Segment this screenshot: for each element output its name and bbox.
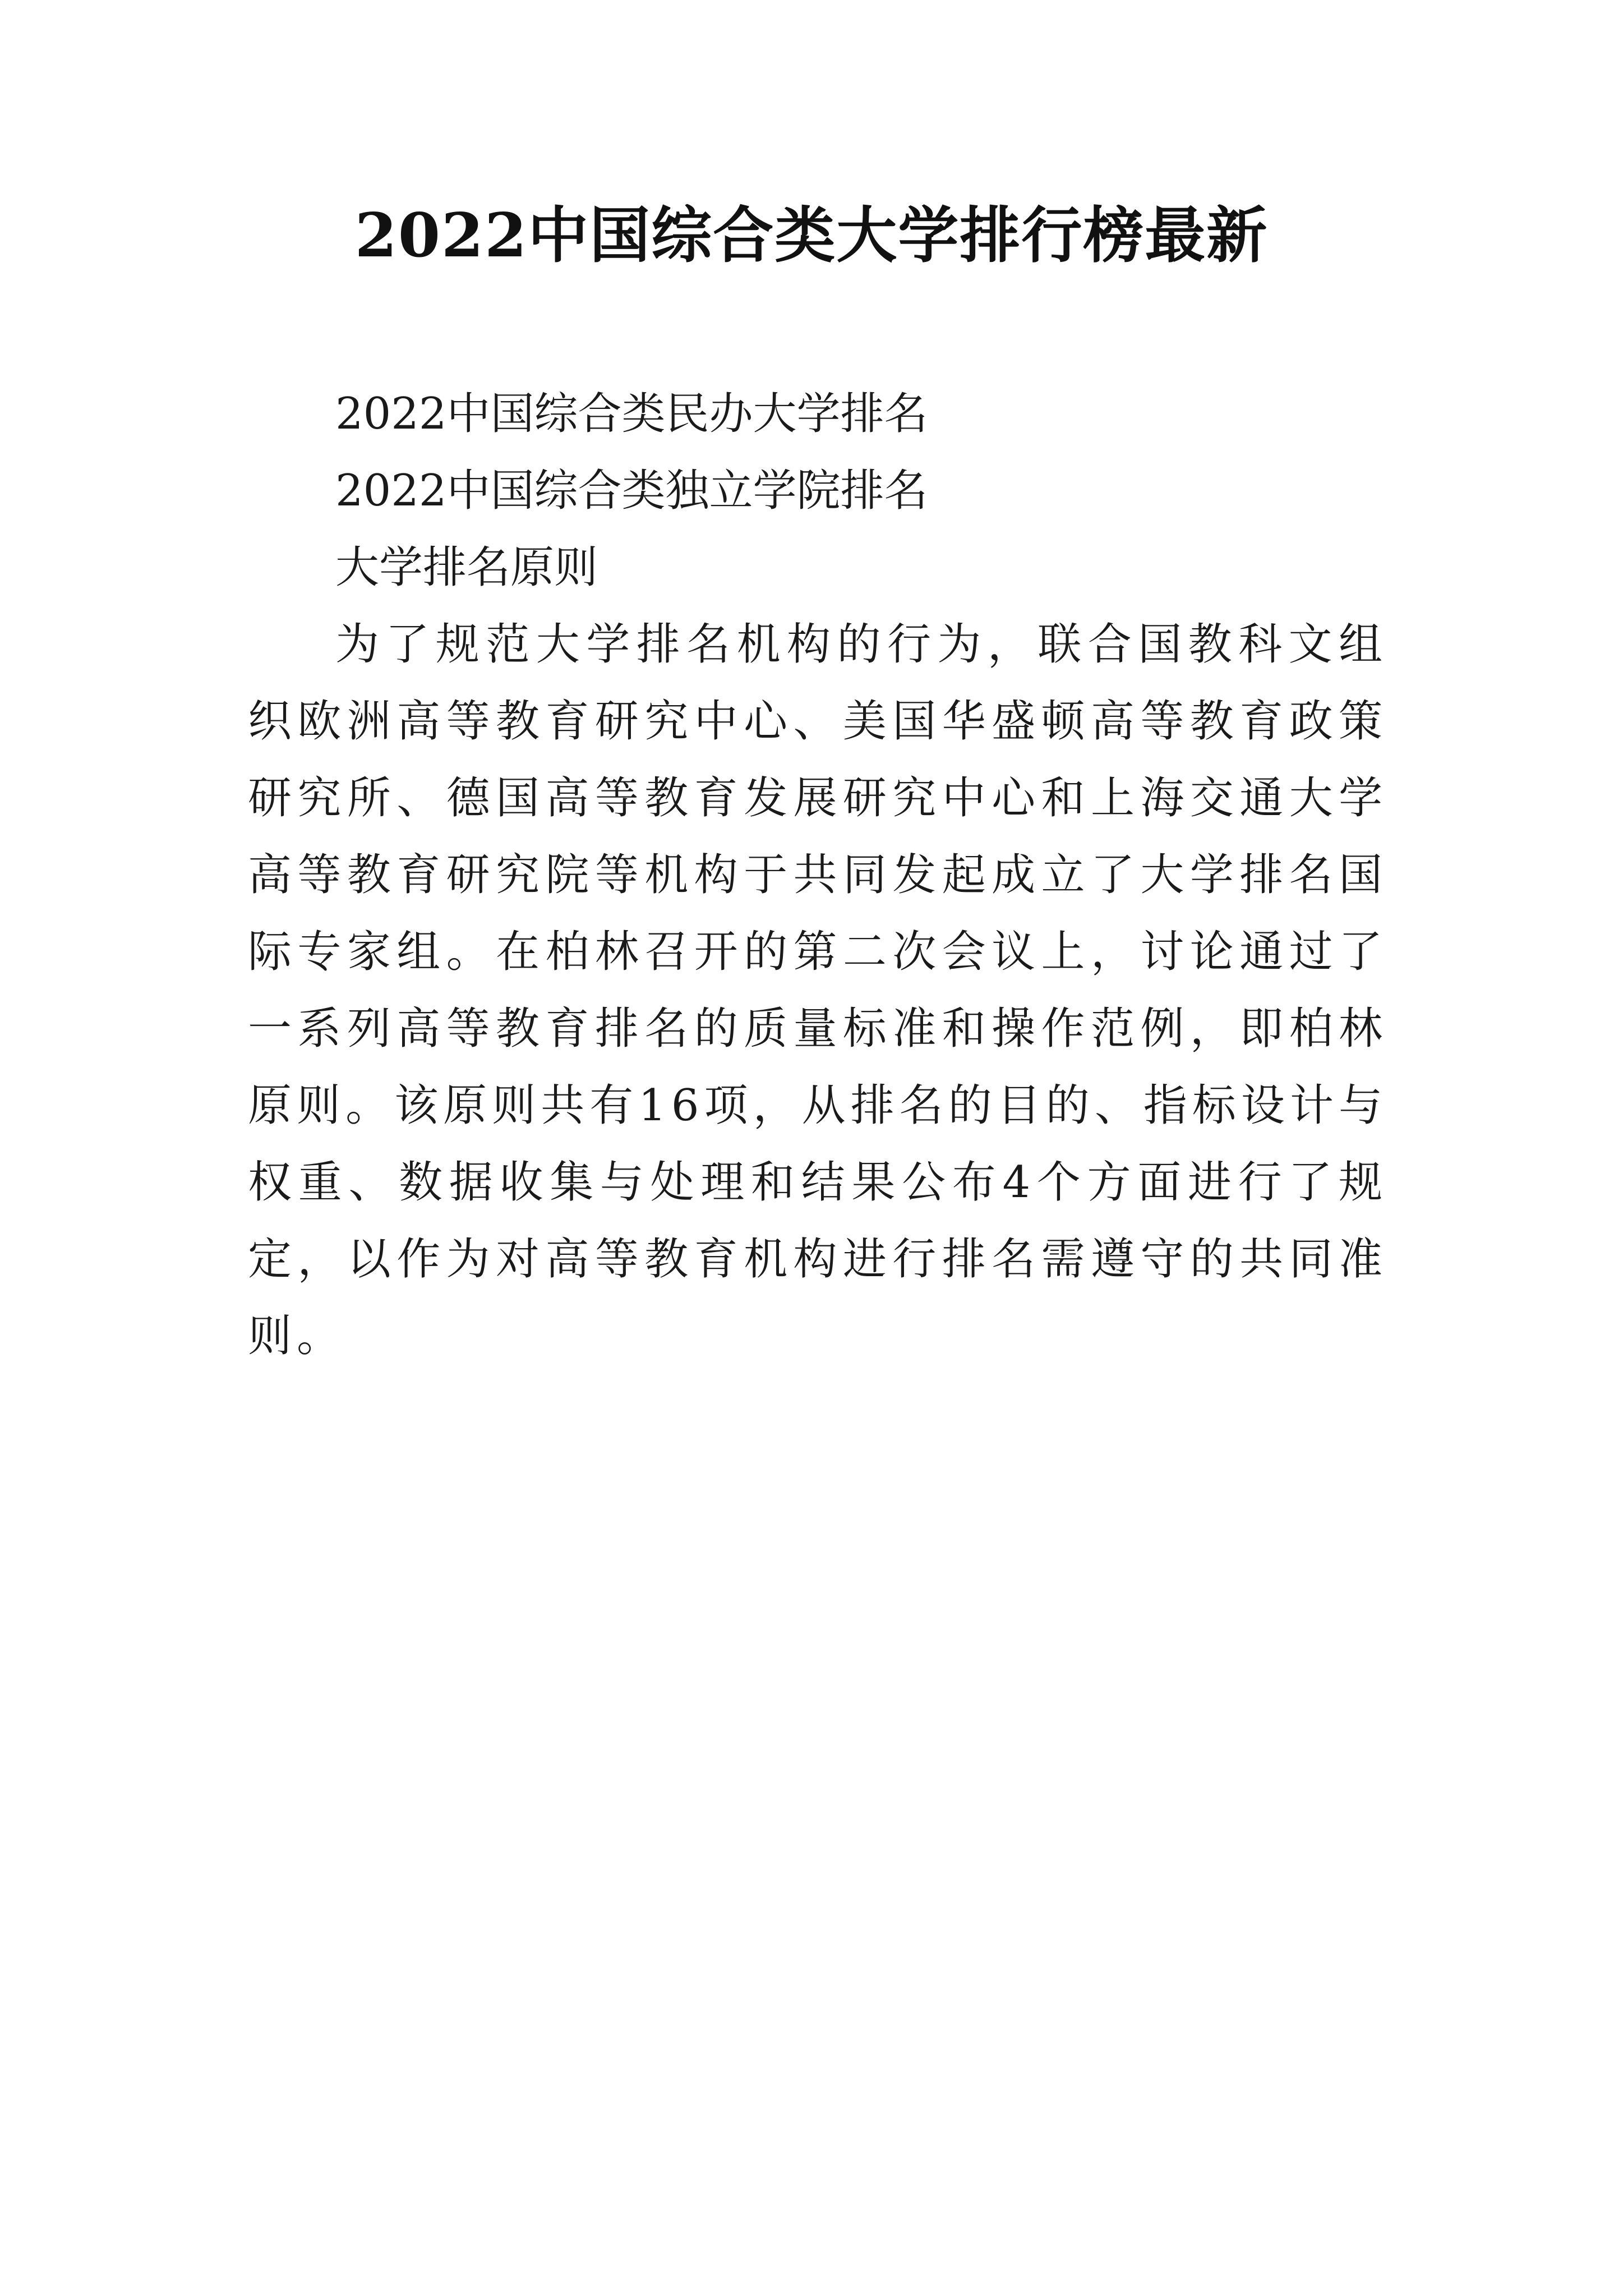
- document-body: [248, 376, 1387, 1375]
- body-paragraph: 为了规范大学排名机构的行为，联合国教科文组织欧洲高等教育研究中心、美国华盛顿高等教育政策研究所、德国高等教育发展研究中心和上海交通大学高等教育研究院等机构于共同发起成立了大学排名国际专家组。在柏林召开的第二次会议上，讨论通过了一系列高等教育排名的质量标准和操作范例，即柏林原则。该原则共有16项，从排名的目的、指标设计与权重、数据收集与处理和结果公布4个方面进行了规定，以作为对高等教育机构进行排名需遵守的共同准则。: [248, 619, 1387, 1361]
- subheading-private-universities: 2022中国综合类民办大学排名: [335, 389, 928, 439]
- document-title: 2022中国综合类大学排行榜最新: [354, 200, 1269, 271]
- subheading-independent-colleges: 2022中国综合类独立学院排名: [335, 466, 928, 516]
- subheading-ranking-principles: 大学排名原则: [335, 542, 598, 593]
